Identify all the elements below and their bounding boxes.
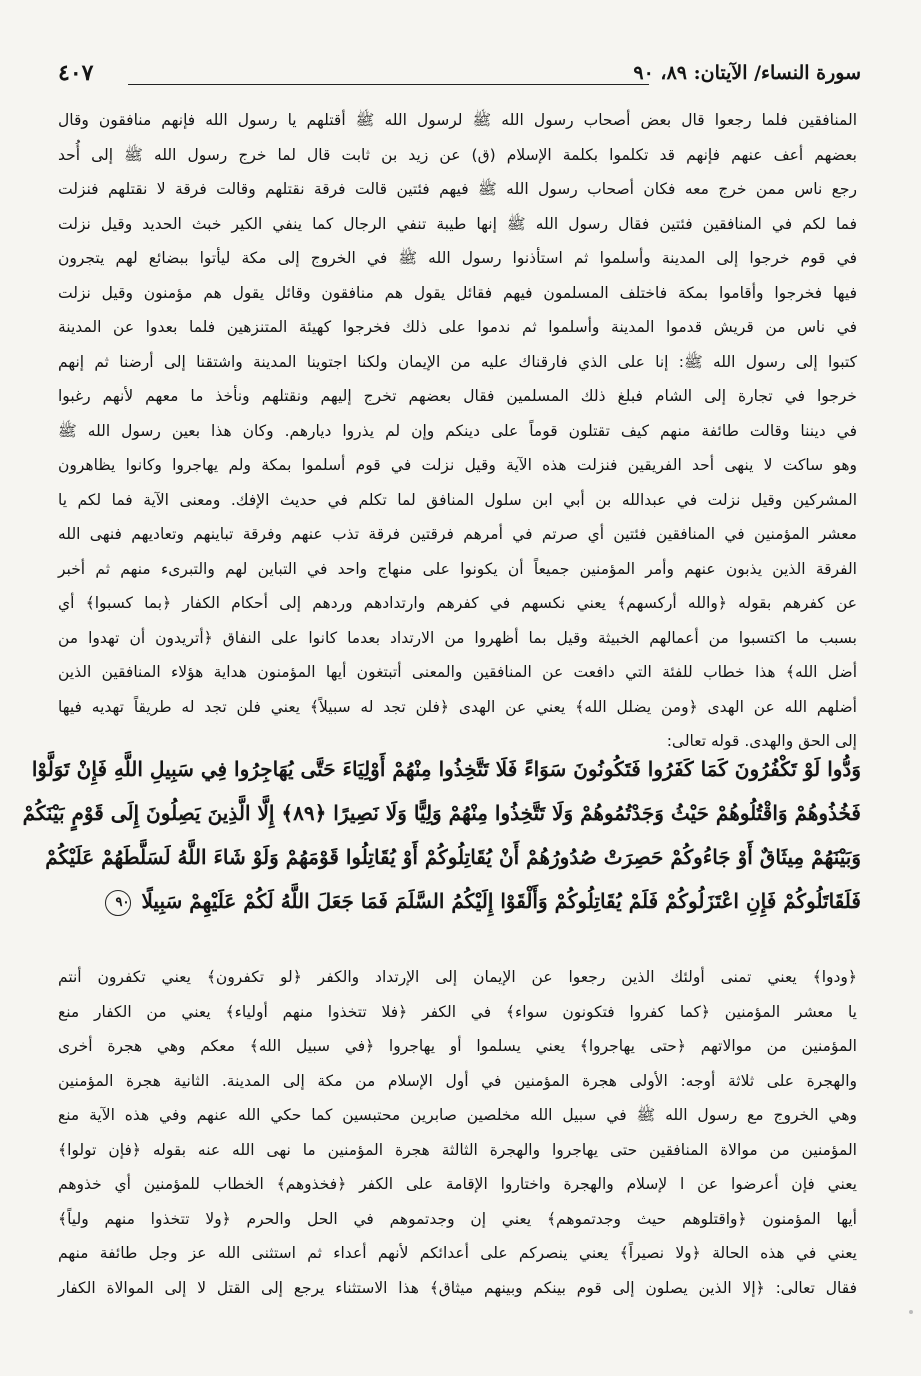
text-line: فيها فخرجوا وأقاموا بمكة فاختلف المسلمون فيهم فقائل يقول هم منافقون وقائل يقول هم مؤمنون وقيل نزلت [58, 283, 857, 302]
verse-line: فَخُذُوهُمْ وَاقْتُلُوهُمْ حَيْثُ وَجَدْتُمُوهُمْ وَلَا تَتَّخِذُوا مِنْهُمْ وَلِيًّا وَلَا نَصِيرًا ﴿٨٩﴾ إِلَّا الَّذِينَ يَصِلُونَ إِلَى قَوْمٍ بَيْنَكُمْ [22, 801, 861, 825]
text-line: ﴿ودوا﴾ يعني تمنى أولئك الذين رجعوا عن الإيمان إلى الإرتداد والكفر ﴿لو تكفرون﴾ يعني تكفرون أنتم [58, 968, 857, 986]
text-line: يعني فإن أعرضوا عن ا لإسلام والهجرة واختاروا الإقامة على الكفر ﴿فخذوهم﴾ الخطاب للمؤمنين أي خذوهم [58, 1175, 857, 1193]
text-line: وهي الخروج مع رسول الله ﷺ في سبيل الله مخلصين صابرين محتبسين كما حكي الله عنهم وفي هذه الآية منع [58, 1106, 857, 1124]
text-line: معشر المؤمنين في المنافقين فئتين أي صرتم في أمرهم فرقتين فرقة تذب عنهم وفرقة تباينهم وتعاديهم فنهى الله [58, 525, 857, 543]
text-line: أضلهم الله عن الهدى ﴿ومن يضلل الله﴾ يعني عن الهدى ﴿فلن تجد له سبيلاً﴾ يعني فلن تجد له طريقاً تهديه فيها [58, 697, 857, 716]
text-line: فقال تعالى: ﴿إلا الذين يصلون إلى قوم بينكم وبينهم ميثاق﴾ هذا الاستثناء يرجع إلى القتل لا إلى الموالاة الكفار [58, 1278, 857, 1297]
text-line: في قوم خرجوا إلى المدينة وأسلموا ثم استأذنوا رسول الله ﷺ في الخروج إلى مكة ليأتوا ببضائع لهم يتجرون [58, 249, 857, 267]
text-line: أيها المؤمنون ﴿واقتلوهم حيث وجدتموهم﴾ يعني إن وجدتموهم في الحل والحرم ﴿ولا تتخذوا منهم ولياً﴾ [58, 1209, 857, 1228]
text-line: الفرقة الذين يذبون عنهم وأمر المؤمنين جميعاً أن يكونوا على منهاج واحد في التباين لهم والتبرىء منهم ثم أخبر [58, 559, 857, 578]
page-header [58, 62, 861, 92]
text-line: أضل الله﴾ هذا خطاب للفئة التي دافعت عن المنافقين والمعنى أتبتغون أيها المؤمنون هداية هؤلاء المنافقين الذين [58, 663, 857, 681]
text-line: يا معشر المؤمنين ﴿كما كفروا فتكونون سواء﴾ في الكفر ﴿فلا تتخذوا منهم أولياء﴾ يعني من الكفار منع [58, 1002, 857, 1021]
text-line: في ناس من قريش قدموا المدينة وأسلموا ثم ندموا على ذلك فخرجوا كهيئة المتنزهين فلما بعدوا عن المدينة [58, 318, 857, 336]
surah-title: سورة النساء/ الآيتان: ٨٩، ٩٠ [623, 62, 861, 84]
header-rule [128, 84, 649, 85]
verse-line: وَدُّوا لَوْ تَكْفُرُونَ كَمَا كَفَرُوا فَتَكُونُونَ سَوَاءً فَلَا تَتَّخِذُوا مِنْهُمْ أَوْلِيَاءَ حَتَّى يُهَاجِرُوا فِي سَبِيلِ اللَّهِ فَإِنْ تَوَلَّوْا [31, 757, 861, 781]
scan-speck [909, 1310, 913, 1314]
ayah-number-marker: ٩٠ [105, 890, 131, 916]
text-line: وهو ساكت لا ينهى أحد الفريقين فنزلت هذه الآية وقيل نزلت في قوم أسلموا بمكة ولم يهاجروا وكانوا يظاهرون [58, 456, 857, 474]
page-number: ٤٠٧ [58, 60, 94, 86]
text-line: خرجوا في تجارة إلى الشام فبلغ ذلك المسلمين فقال بعضهم تخرج إليهم ونقتلهم ونأخذ ما معهم لأنهم رغبوا [58, 387, 857, 405]
text-line: يعني في هذه الحالة ﴿ولا نصيراً﴾ يعني ينصركم على أعدائكم لأنهم أعداء ثم استثنى الله عز وجل طائفة منهم [58, 1244, 857, 1262]
commentary-text [58, 103, 857, 759]
text-line: المشركين وقيل نزلت في عبدالله بن أبي ابن سلول المنافق لما تكلم في حديث الإفك. ومعنى الآية فما لكم يا [58, 490, 857, 509]
text-line: المؤمنين من موالاة المنافقين حتى يهاجروا والهجرة الثالثة هجرة المؤمنين ما نهى الله عنه بقوله ﴿فإن تولوا﴾ [58, 1140, 857, 1159]
text-line: بعضهم أعف عنهم فإنهم قد تكلموا بكلمة الإسلام (ق) عن زيد بن ثابت قال لما خرج رسول الله ﷺ إلى أُحد [58, 145, 857, 164]
tafsir-text [58, 960, 857, 1305]
text-line: إلى الحق والهدى. قوله تعالى: [666, 732, 857, 750]
text-line: والهجرة على ثلاثة أوجه: الأولى هجرة المؤمنين في أول الإسلام من مكة إلى المدينة. الثانية هجرة المؤمنين [58, 1071, 857, 1090]
text-line: عن كفرهم بقوله ﴿والله أركسهم﴾ يعني نكسهم في كفرهم وارتدادهم وردهم إلى أحكام الكفار ﴿بما كسبوا﴾ أي [58, 594, 857, 612]
text-line: المنافقين فلما رجعوا قال بعض أصحاب رسول الله ﷺ لرسول الله ﷺ أقتلهم يا رسول الله فإنهم منافقون وقال [58, 111, 857, 129]
verse-line-text: فَلَقَاتَلُوكُمْ فَإِنِ اعْتَزَلُوكُمْ فَلَمْ يُقَاتِلُوكُمْ وَأَلْقَوْا إِلَيْكُمُ السَّلَمَ فَمَا جَعَلَ اللَّهُ لَكُمْ عَلَيْهِمْ سَبِيلًا [141, 889, 861, 913]
text-line: في ديننا وقالت طائفة منهم كيف تقتلون قوماً على دينكم وإن لم يذروا ديارهم. وكان هذا بعين رسول الله ﷺ [58, 421, 857, 440]
text-line: كتبوا إلى رسول الله ﷺ: إنا على الذي فارقناك عليه من الإيمان ولكنا اجتوينا المدينة واشتقنا إلى أرضنا ثم إنهم [58, 352, 857, 371]
verse-line: وَبَيْنَهُمْ مِيثَاقٌ أَوْ جَاءُوكُمْ حَصِرَتْ صُدُورُهُمْ أَنْ يُقَاتِلُوكُمْ أَوْ يُقَاتِلُوا قَوْمَهُمْ وَلَوْ شَاءَ اللَّهُ لَسَلَّطَهُمْ عَلَيْكُمْ [45, 845, 861, 869]
text-line: رجع ناس ممن خرج معه فكان أصحاب رسول الله ﷺ فيهم فئتين قالت فرقة نقتلهم وقالت فرقة لا نقتلهم فنزلت [58, 180, 857, 198]
text-line: بسبب ما اكتسبوا من أعمالهم الخبيثة وقيل بما أظهروا من الارتداد بعدما كانوا على النفاق ﴿أتريدون أن تهدوا من [58, 628, 857, 647]
verse-line [70, 879, 861, 923]
text-line: المؤمنين من موالاتهم ﴿حتى يهاجروا﴾ يعني يسلموا أو يهاجروا ﴿في سبيل الله﴾ معكم وهي هجرة أخرى [58, 1037, 857, 1055]
quran-verses [22, 747, 861, 923]
text-line: فما لكم في المنافقين فئتين فقال رسول الله ﷺ إنها طيبة تنفي الرجال كما ينفي الكير خبث الحديد وقيل نزلت [58, 214, 857, 233]
